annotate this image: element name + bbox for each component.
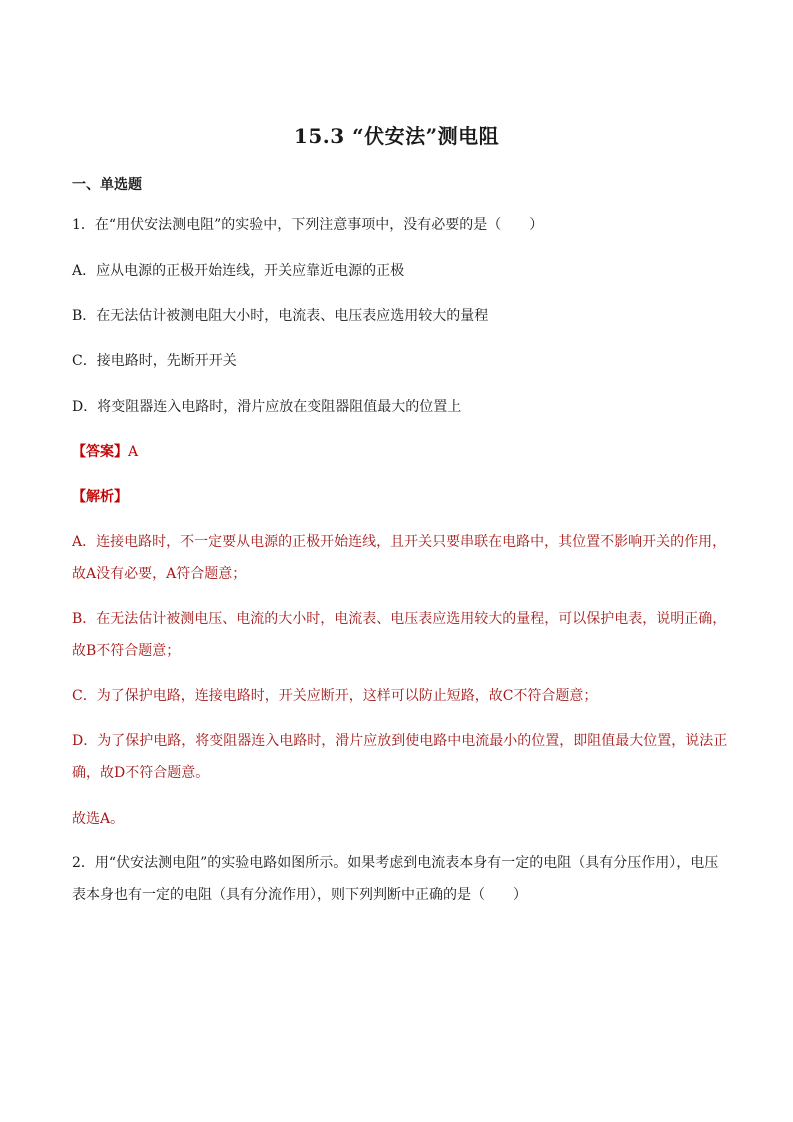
question-1-option-d: D．将变阻器连入电路时，滑片应放在变阻器阻值最大的位置上	[72, 399, 462, 415]
question-1-stem: 1．在“用伏安法测电阻”的实验中，下列注意事项中，没有必要的是（ ）	[72, 217, 544, 233]
conclusion: 故选A。	[72, 811, 125, 827]
question-1-option-a: A．应从电源的正极开始连线，开关应靠近电源的正极	[72, 263, 405, 279]
page-title: 15.3 “伏安法”测电阻	[293, 124, 500, 148]
question-1-option-c: C．接电路时，先断开开关	[72, 353, 237, 369]
section-heading: 一、单选题	[72, 177, 142, 193]
analysis-c: C．为了保护电路，连接电路时，开关应断开，这样可以防止短路，故C不符合题意；	[72, 688, 598, 704]
question-1-option-b: B．在无法估计被测电阻大小时，电流表、电压表应选用较大的量程	[72, 308, 489, 324]
question-2-stem: 2．用“伏安法测电阻”的实验电路如图所示。如果考虑到电流表本身有一定的电阻（具有分压作用），电压表本身也有一定的电阻（具有分流作用），则下列判断中正确的是（ ）	[72, 855, 719, 903]
analysis-label: 【解析】	[72, 489, 128, 505]
answer-label: 【答案】	[72, 444, 128, 460]
analysis-a: A．连接电路时，不一定要从电源的正极开始连线，且开关只要串联在电路中，其位置不影响开关的作用，故A没有必要，A符合题意；	[72, 534, 727, 582]
answer-row	[72, 443, 732, 461]
analysis-d: D．为了保护电路，将变阻器连入电路时，滑片应放到使电路中电流最小的位置，即阻值最大位置，说法正确，故D不符合题意。	[72, 733, 728, 781]
analysis-b: B．在无法估计被测电压、电流的大小时，电流表、电压表应选用较大的量程，可以保护电表，说明正确，故B不符合题意；	[72, 611, 727, 659]
answer-value: A	[128, 444, 139, 460]
